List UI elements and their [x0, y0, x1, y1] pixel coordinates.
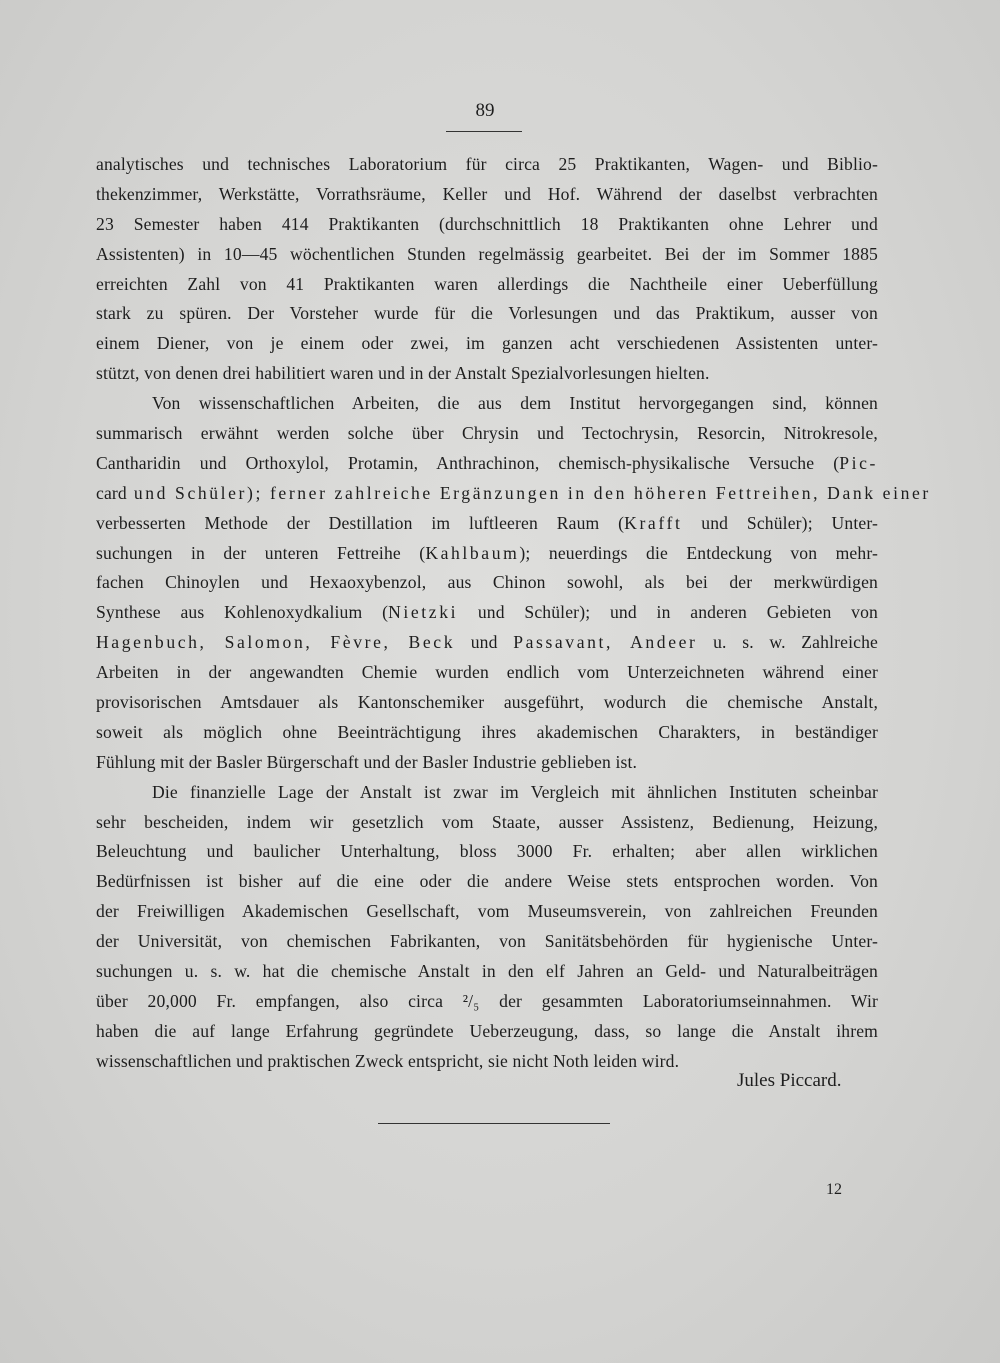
text-segment: erreichten Zahl von 41 Praktikanten waren allerdings die Nachtheile einer Ueberfüllung [96, 273, 878, 294]
text-line [96, 299, 878, 329]
paragraph [96, 389, 931, 778]
text-line [96, 957, 878, 987]
emphasized-name: Passavant, Andeer [513, 632, 698, 653]
text-line [96, 479, 931, 509]
text-segment: stark zu spüren. Der Vorsteher wurde für die Vorlesungen und das Praktikum, ausser von [96, 303, 878, 324]
text-segment: sehr bescheiden, indem wir gesetzlich vom Staate, ausser Assistenz, Bedienung, Heizung, [96, 811, 878, 832]
emphasized-name: Pic- [839, 452, 878, 473]
text-line [96, 987, 878, 1017]
text-segment: Synthese aus Kohlenoxydkalium ( [96, 602, 389, 623]
text-segment: Von wissenschaftlichen Arbeiten, die aus dem Institut hervorgegangen sind, können [152, 393, 878, 414]
text-line [96, 449, 878, 479]
text-segment: wissenschaftlichen und praktischen Zweck entspricht, sie nicht Noth leiden wird. [96, 1050, 680, 1071]
text-line [96, 568, 878, 598]
text-segment: suchungen u. s. w. hat die chemische Anstalt in den elf Jahren an Geld- und Naturalbeiträgen [96, 961, 878, 982]
text-segment: haben die auf lange Erfahrung gegründete Ueberzeugung, dass, so lange die Anstalt ihrem [96, 1020, 878, 1041]
sheet-number: 12 [826, 1181, 842, 1198]
text-segment: fachen Chinoylen und Hexaoxybenzol, aus Chinon sowohl, als bei der merkwürdigen [96, 572, 878, 593]
text-segment: summarisch erwähnt werden solche über Chrysin und Tectochrysin, Resorcin, Nitrokresole, [96, 423, 878, 444]
emphasized-name: Kahlbaum [425, 542, 520, 563]
text-segment: der Freiwilligen Akademischen Gesellschaft, vom Museumsverein, von zahlreichen Freunden [96, 901, 878, 922]
page-number-rule [446, 131, 522, 132]
text-line [96, 359, 878, 389]
text-segment: stützt, von denen drei habilitiert waren und in der Anstalt Spezialvorlesungen hielten. [96, 363, 710, 384]
closing-rule [378, 1123, 610, 1124]
emphasized-name: Hagenbuch, Salomon, Fèvre, Beck [96, 632, 456, 653]
text-segment: Bedürfnissen ist bisher auf die eine oder die andere Weise stets entsprochen worden. Von [96, 871, 878, 892]
text-line [96, 180, 878, 210]
emphasized-name: Krafft [624, 512, 683, 533]
text-segment: thekenzimmer, Werkstätte, Vorrathsräume, Keller und Hof. Während der daselbst verbrachten [96, 183, 878, 204]
text-segment: einem Diener, von je einem oder zwei, im ganzen acht verschiedenen Assistenten unter- [96, 333, 878, 354]
text-line [96, 718, 878, 748]
text-line [96, 329, 878, 359]
text-line [96, 1017, 878, 1047]
text-segment: soweit als möglich ohne Beeinträchtigung ihres akademischen Charakters, in beständiger [96, 721, 878, 742]
text-line [96, 210, 878, 240]
text-line [96, 778, 878, 808]
text-line [96, 509, 878, 539]
text-line [96, 389, 878, 419]
text-segment: und [455, 632, 514, 653]
text-segment: und Schüler); und in anderen Gebieten von [458, 602, 878, 623]
text-line [96, 419, 878, 449]
paragraph [96, 150, 878, 389]
text-segment: Assistenten) in 10—45 wöchentlichen Stunden regelmässig gearbeitet. Bei der im Sommer 1885 [96, 243, 878, 264]
text-segment: card [96, 482, 127, 503]
text-line [96, 688, 878, 718]
text-line [96, 837, 878, 867]
text-segment: 23 Semester haben 414 Praktikanten (durchschnittlich 18 Praktikanten ohne Lehrer und [96, 213, 878, 234]
text-line [96, 748, 878, 778]
text-line [96, 658, 878, 688]
text-line [96, 150, 878, 180]
text-line [96, 897, 878, 927]
text-line [96, 808, 878, 838]
text-segment: und Schüler); Unter- [682, 512, 878, 533]
text-line [96, 628, 878, 658]
emphasized-name: und Schüler); ferner zahlreiche Ergänzungen in den höheren Fettreihen, Dank einer [126, 482, 931, 503]
text-line [96, 270, 878, 300]
text-segment: Beleuchtung und baulicher Unterhaltung, bloss 3000 Fr. erhalten; aber allen wirklichen [96, 841, 878, 862]
text-line [96, 240, 878, 270]
text-line [96, 539, 878, 569]
text-segment: analytisches und technisches Laboratorium für circa 25 Praktikanten, Wagen- und Biblio- [96, 154, 878, 174]
text-segment: der Universität, von chemischen Fabrikanten, von Sanitätsbehörden für hygienische Unter- [96, 931, 878, 952]
emphasized-name: Nietzki [388, 602, 459, 623]
text-segment: verbesserten Methode der Destillation im luftleeren Raum ( [96, 512, 625, 533]
text-segment: suchungen in der unteren Fettreihe ( [96, 542, 426, 563]
text-segment: u. s. w. Zahlreiche [697, 632, 878, 653]
signature: Jules Piccard. [737, 1070, 842, 1091]
text-segment: ); neuerdings die Entdeckung von mehr- [519, 542, 878, 563]
text-line [96, 867, 878, 897]
text-line [96, 927, 878, 957]
text-segment: über 20,000 Fr. empfangen, also circa ²/₅ der gesammten Laboratoriumseinnahmen. Wir [96, 990, 878, 1011]
text-segment: Arbeiten in der angewandten Chemie wurden endlich vom Unterzeichneten während einer [96, 662, 878, 683]
paragraph [96, 778, 878, 1077]
text-segment: provisorischen Amtsdauer als Kantonschemiker ausgeführt, wodurch die chemische Anstalt, [96, 692, 878, 713]
body-text [96, 150, 931, 1077]
text-line [96, 598, 878, 628]
text-segment: Cantharidin und Orthoxylol, Protamin, Anthrachinon, chemisch-physikalische Versuche ( [96, 452, 840, 473]
page-number: 89 [475, 100, 495, 121]
text-segment: Fühlung mit der Basler Bürgerschaft und der Basler Industrie geblieben ist. [96, 751, 638, 772]
text-segment: Die finanzielle Lage der Anstalt ist zwar im Vergleich mit ähnlichen Instituten scheinbar [152, 781, 878, 802]
